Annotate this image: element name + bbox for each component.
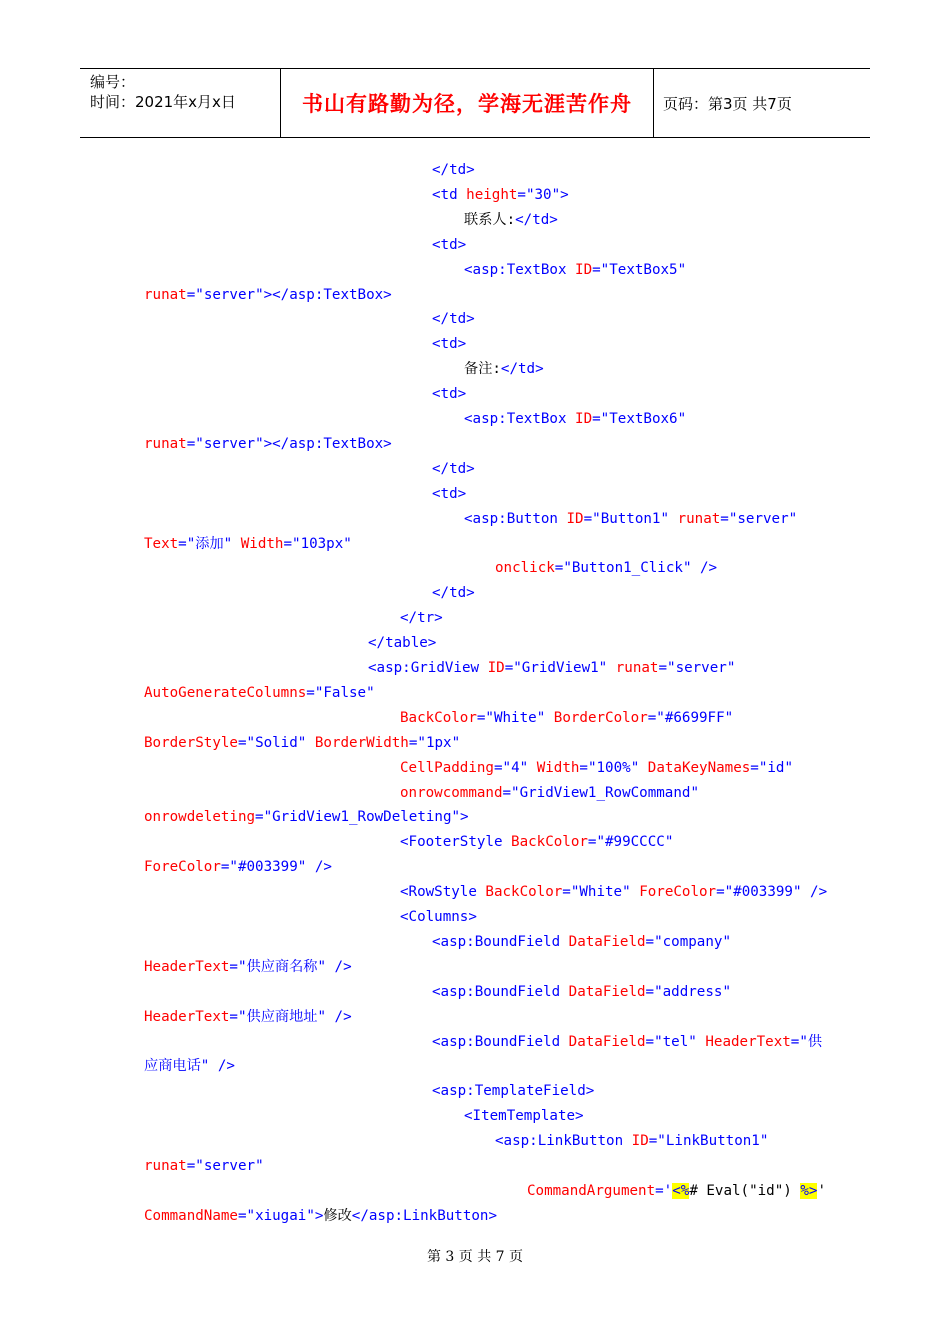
code-token: <% bbox=[672, 1182, 690, 1199]
code-line bbox=[144, 1204, 497, 1229]
code-token: =" bbox=[493, 759, 512, 776]
code-token: runat bbox=[677, 510, 721, 527]
code-token: " bbox=[784, 759, 794, 776]
code-line bbox=[144, 855, 332, 880]
code-token: server bbox=[203, 435, 256, 452]
code-line bbox=[464, 258, 686, 283]
code-token: " bbox=[297, 734, 315, 751]
code-token: <FooterStyle bbox=[400, 834, 512, 851]
code-token: =" bbox=[237, 734, 256, 751]
code-token: onclick bbox=[495, 560, 555, 577]
code-line bbox=[144, 731, 460, 756]
code-token: =" bbox=[583, 510, 601, 527]
number-label: 编号： bbox=[90, 73, 136, 91]
code-token: <asp:BoundField bbox=[432, 983, 569, 1000]
code-token: White bbox=[493, 709, 537, 726]
code-token: " /> bbox=[297, 859, 332, 876]
code-token: DataField bbox=[568, 933, 646, 950]
code-token: " bbox=[366, 684, 375, 701]
code-token: 供应商名称 bbox=[246, 958, 318, 975]
code-line bbox=[144, 955, 352, 980]
code-token: <asp:GridView bbox=[368, 660, 488, 676]
code-token: HeaderText bbox=[144, 1008, 230, 1025]
code-token: #99CCCC bbox=[605, 834, 665, 851]
code-token: 联系人: bbox=[464, 211, 516, 228]
code-token: </td> bbox=[500, 361, 544, 378]
code-line bbox=[400, 706, 733, 731]
code-token: " bbox=[630, 759, 648, 776]
code-line bbox=[144, 283, 392, 308]
code-token: " bbox=[724, 709, 734, 726]
code-token: " /> bbox=[317, 958, 352, 975]
code-line bbox=[400, 905, 477, 930]
code-token: ID bbox=[566, 510, 584, 527]
code-token: =" bbox=[186, 286, 204, 303]
code-token: ID bbox=[631, 1133, 649, 1150]
code-token: =" bbox=[658, 660, 676, 676]
code-token: " /> bbox=[792, 884, 828, 901]
code-line bbox=[432, 581, 475, 606]
code-token: =" bbox=[790, 1033, 808, 1050]
code-token: " bbox=[722, 933, 731, 950]
code-token: BackColor bbox=[511, 834, 588, 851]
code-token: =' bbox=[655, 1182, 673, 1199]
code-token: runat bbox=[615, 660, 659, 676]
code-token: TextBox5 bbox=[609, 261, 678, 278]
code-line bbox=[495, 556, 717, 581]
code-token: " bbox=[536, 709, 554, 726]
code-token: onrowcommand bbox=[400, 784, 503, 801]
code-token: Button1_Click bbox=[571, 560, 683, 577]
code-line bbox=[432, 233, 466, 258]
code-token: "></asp:TextBox> bbox=[255, 435, 392, 452]
code-token: 备注: bbox=[464, 361, 501, 378]
code-token: <td bbox=[432, 186, 467, 203]
code-token: <td> bbox=[432, 336, 467, 353]
code-line bbox=[368, 656, 735, 681]
code-line bbox=[432, 1079, 594, 1104]
code-token: =" bbox=[186, 1158, 204, 1174]
code-token: </asp:LinkButton> bbox=[351, 1207, 498, 1224]
code-line bbox=[432, 183, 569, 208]
code-token: GridView1_RowCommand bbox=[519, 784, 691, 801]
code-token: 4 bbox=[511, 759, 520, 776]
header-motto-cell bbox=[281, 69, 654, 137]
code-line bbox=[464, 357, 544, 382]
code-line bbox=[432, 382, 466, 407]
code-token: BorderColor bbox=[553, 709, 648, 726]
code-token: =" bbox=[750, 759, 768, 776]
code-token: "> bbox=[551, 186, 569, 203]
code-token: BorderStyle bbox=[144, 734, 238, 751]
code-token: DataKeyNames bbox=[647, 759, 751, 776]
code-token: <td> bbox=[432, 386, 467, 403]
code-token: "> bbox=[451, 809, 469, 826]
code-token: ID bbox=[575, 261, 593, 278]
motto-text: 书山有路勤为径，学海无涯苦作舟 bbox=[302, 91, 632, 116]
code-line bbox=[495, 1129, 768, 1154]
code-token: =" bbox=[408, 734, 426, 751]
code-line bbox=[144, 532, 352, 557]
code-token: =" bbox=[587, 834, 606, 851]
code-token: =" bbox=[517, 186, 535, 203]
code-token: =" bbox=[648, 1133, 666, 1150]
code-token: </td> bbox=[432, 311, 475, 328]
code-token: %> bbox=[800, 1182, 818, 1199]
code-token: Button1 bbox=[600, 510, 661, 527]
code-token: GridView1_RowDeleting bbox=[272, 809, 452, 826]
code-line bbox=[432, 482, 466, 507]
code-token: 供应商地址 bbox=[246, 1008, 318, 1025]
code-line bbox=[400, 880, 827, 905]
code-token: " /> bbox=[317, 1008, 352, 1025]
code-token: =" bbox=[229, 958, 247, 975]
page-footer: 第 3 页 共 7 页 bbox=[426, 1249, 524, 1265]
code-token: =" bbox=[645, 933, 663, 950]
code-token: server bbox=[203, 286, 256, 303]
code-token: 添加 bbox=[195, 535, 224, 552]
code-token: <asp:TextBox bbox=[464, 411, 576, 427]
code-line bbox=[144, 1005, 352, 1030]
code-line bbox=[144, 681, 375, 706]
code-token: HeaderText bbox=[705, 1033, 791, 1050]
code-line bbox=[464, 208, 558, 233]
code-line bbox=[400, 606, 443, 631]
code-line bbox=[432, 332, 466, 357]
code-token: =" bbox=[237, 1207, 256, 1224]
code-token: =" bbox=[504, 660, 522, 676]
code-token: 1px bbox=[425, 734, 452, 751]
code-token: BackColor bbox=[400, 709, 477, 726]
code-token: server bbox=[203, 1158, 256, 1174]
code-token: " bbox=[759, 1133, 769, 1150]
code-token: LinkButton1 bbox=[665, 1133, 760, 1150]
code-token: onrowdeleting bbox=[144, 809, 256, 826]
code-token: " bbox=[677, 411, 687, 427]
code-token: xiugai bbox=[255, 1207, 307, 1224]
code-token: server bbox=[675, 660, 727, 676]
code-line bbox=[368, 631, 436, 656]
code-token: 供 bbox=[807, 1033, 823, 1050]
code-token: =" bbox=[554, 560, 572, 577]
code-token: id bbox=[767, 759, 785, 776]
code-token: =" bbox=[647, 709, 665, 726]
code-token: CellPadding bbox=[400, 759, 494, 776]
code-token: <asp:LinkButton bbox=[495, 1133, 632, 1150]
code-token: " bbox=[255, 1158, 264, 1174]
code-token: False bbox=[323, 684, 367, 701]
code-token: ID bbox=[487, 660, 505, 676]
code-token: runat bbox=[144, 435, 187, 452]
code-token: " bbox=[660, 510, 678, 527]
code-token: 103px bbox=[300, 535, 344, 552]
code-token: =" bbox=[592, 411, 610, 427]
code-token: <asp:BoundField bbox=[432, 933, 569, 950]
code-token: " bbox=[598, 660, 616, 676]
code-token: =" bbox=[178, 535, 196, 552]
code-token: 100% bbox=[596, 759, 631, 776]
code-token: </table> bbox=[368, 635, 437, 652]
code-token: <asp:TextBox bbox=[464, 261, 576, 278]
code-token: =" bbox=[716, 884, 734, 901]
code-token: #003399 bbox=[237, 859, 298, 876]
code-token: " /> bbox=[682, 560, 718, 577]
code-line bbox=[432, 1030, 822, 1055]
code-token: <Columns> bbox=[400, 909, 477, 925]
code-token: </tr> bbox=[400, 610, 443, 627]
code-token: "></asp:TextBox> bbox=[255, 286, 392, 303]
code-token: ForeColor bbox=[144, 859, 221, 876]
code-token: =" bbox=[220, 859, 238, 876]
code-token: GridView1 bbox=[521, 660, 599, 676]
header-page-cell bbox=[654, 69, 870, 137]
code-line bbox=[400, 756, 793, 781]
code-line bbox=[432, 307, 475, 332]
code-token: AutoGenerateColumns bbox=[144, 684, 307, 701]
code-token: <RowStyle bbox=[400, 884, 486, 901]
code-line bbox=[432, 457, 475, 482]
code-token: " bbox=[690, 784, 699, 801]
code-token: company bbox=[662, 933, 723, 950]
code-token: =" bbox=[645, 983, 663, 1000]
code-token: " bbox=[722, 983, 731, 1000]
code-token: # Eval("id") bbox=[689, 1182, 801, 1199]
code-line bbox=[144, 1054, 235, 1079]
code-token: height bbox=[466, 186, 518, 203]
code-token: 修改 bbox=[323, 1207, 352, 1224]
code-token: 应商电话 bbox=[144, 1058, 201, 1075]
code-token: =" bbox=[645, 1033, 663, 1050]
code-token: Solid bbox=[255, 734, 298, 751]
code-line bbox=[464, 507, 797, 532]
page-label: 页码：第3页 共7页 bbox=[663, 94, 792, 113]
code-token: " bbox=[677, 261, 687, 278]
header-meta-cell bbox=[80, 69, 281, 137]
code-token: =" bbox=[476, 709, 494, 726]
code-token: =" bbox=[720, 510, 738, 527]
code-line bbox=[527, 1179, 826, 1204]
code-line bbox=[400, 781, 699, 806]
code-token: =" bbox=[592, 261, 610, 278]
code-token: =" bbox=[579, 759, 597, 776]
code-token: BackColor bbox=[485, 884, 563, 901]
code-token: " bbox=[788, 510, 798, 527]
code-token: =" bbox=[255, 809, 273, 826]
code-token: BorderWidth bbox=[314, 734, 409, 751]
code-token: </td> bbox=[432, 460, 475, 477]
code-line bbox=[144, 432, 392, 457]
code-token: " bbox=[622, 884, 640, 901]
code-token: =" bbox=[502, 784, 520, 801]
code-token: " bbox=[223, 535, 241, 552]
code-token: =" bbox=[562, 884, 580, 901]
code-token: Width bbox=[536, 759, 580, 776]
code-token: <asp:TemplateField> bbox=[432, 1083, 595, 1100]
code-token: =" bbox=[186, 435, 204, 452]
code-token: #003399 bbox=[733, 884, 793, 901]
code-token: <asp:BoundField bbox=[432, 1033, 569, 1050]
code-token: " bbox=[688, 1033, 706, 1050]
code-token: =" bbox=[283, 535, 301, 552]
code-token: " bbox=[726, 660, 736, 676]
code-token: DataField bbox=[568, 1033, 646, 1050]
code-line bbox=[432, 980, 731, 1005]
code-line bbox=[464, 407, 686, 432]
code-token: DataField bbox=[568, 983, 646, 1000]
code-token: ForeColor bbox=[639, 884, 717, 901]
document-header bbox=[80, 68, 870, 138]
code-token: HeaderText bbox=[144, 958, 230, 975]
code-line bbox=[432, 158, 475, 183]
code-token: <ItemTemplate> bbox=[464, 1108, 584, 1125]
code-token: " bbox=[343, 535, 352, 552]
code-token: TextBox6 bbox=[609, 411, 678, 427]
code-line bbox=[144, 1154, 264, 1179]
code-line bbox=[432, 930, 731, 955]
code-token: " bbox=[519, 759, 537, 776]
code-token: =" bbox=[306, 684, 324, 701]
code-token: <td> bbox=[432, 236, 467, 253]
code-token: tel bbox=[662, 1033, 689, 1050]
code-token: " bbox=[451, 734, 461, 751]
code-token: Width bbox=[240, 535, 284, 552]
code-token: " bbox=[664, 834, 674, 851]
code-token: CommandName bbox=[144, 1207, 238, 1224]
code-token: " /> bbox=[200, 1058, 235, 1075]
code-token: CommandArgument bbox=[527, 1182, 656, 1199]
code-token: 30 bbox=[534, 186, 552, 203]
code-token: <asp:Button bbox=[464, 510, 567, 527]
time-label: 时间：2021年x月x日 bbox=[90, 93, 236, 111]
code-token: White bbox=[579, 884, 623, 901]
code-token: =" bbox=[229, 1008, 247, 1025]
code-line bbox=[144, 805, 469, 830]
code-token: <td> bbox=[432, 485, 467, 502]
code-token: ' bbox=[817, 1182, 826, 1199]
code-token: Text bbox=[144, 535, 179, 552]
code-token: </td> bbox=[432, 162, 475, 178]
code-token: </td> bbox=[515, 211, 558, 228]
code-token: server bbox=[737, 510, 789, 527]
code-token: runat bbox=[144, 286, 187, 303]
code-token: runat bbox=[144, 1158, 187, 1174]
code-token: ID bbox=[575, 411, 593, 427]
code-token: "> bbox=[306, 1207, 324, 1224]
code-token: </td> bbox=[432, 585, 475, 602]
code-line bbox=[400, 830, 673, 855]
code-line bbox=[464, 1104, 584, 1129]
code-token: address bbox=[662, 983, 723, 1000]
code-token: #6699FF bbox=[664, 709, 725, 726]
